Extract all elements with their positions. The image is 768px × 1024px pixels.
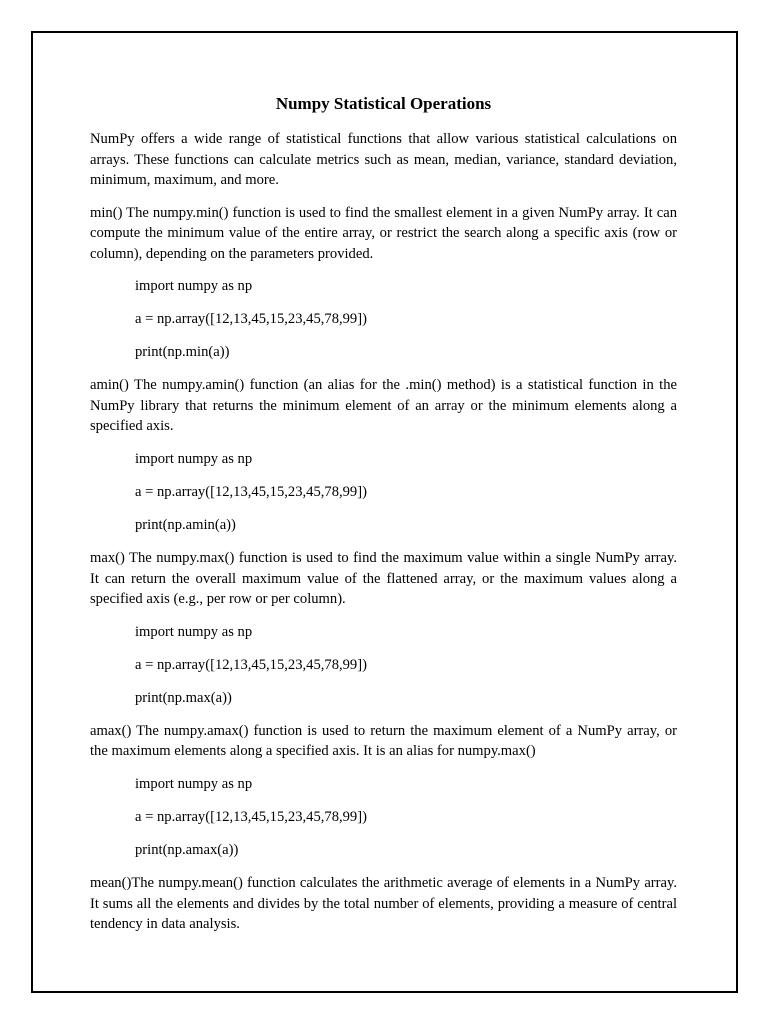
intro-paragraph: NumPy offers a wide range of statistical functions that allow various statistical calculations on arrays. These functions can calculate metrics such as mean, median, variance, standard deviation, minimum, maximum, and more.: [90, 131, 677, 188]
code-line: import numpy as np: [135, 278, 253, 294]
code-line: a = np.array([12,13,45,15,23,45,78,99]): [135, 311, 367, 328]
code-line: import numpy as np: [135, 450, 253, 467]
code-line: print(np.amax(a)): [135, 842, 239, 859]
max-description: max() The numpy.max() function is used to find the maximum value within a single NumPy array. It can return the overall maximum value of the flattened array, or the maximum values along a specified axis (e.g., per row or per column).: [90, 550, 677, 608]
document-body: [90, 93, 677, 947]
code-line: print(np.max(a)): [135, 689, 232, 706]
min-description: min() The numpy.min() function is used to find the smallest element in a given NumPy array. It can compute the minimum value of the entire array, or restrict the search along a specific axis (row or column), depending on the parameters provided.: [90, 204, 677, 262]
code-line: a = np.array([12,13,45,15,23,45,78,99]): [135, 808, 367, 825]
code-line: import numpy as np: [135, 775, 253, 792]
mean-description: mean()The numpy.mean() function calculates the arithmetic average of elements in a NumPy array. It sums all the elements and divides by the total number of elements, providing a measure of central tendency in data analysis.: [90, 875, 677, 933]
amax-description: amax() The numpy.amax() function is used to return the maximum element of a NumPy array, or the maximum elements along a specified axis. It is an alias for numpy.max(): [90, 722, 677, 760]
code-line: print(np.amin(a)): [135, 516, 236, 533]
code-line: a = np.array([12,13,45,15,23,45,78,99]): [135, 656, 367, 673]
code-line: print(np.min(a)): [135, 344, 230, 361]
amin-description: amin() The numpy.amin() function (an alias for the .min() method) is a statistical function in the NumPy library that returns the minimum element of an array or the minimum elements along a specified axis.: [90, 377, 677, 435]
page-title: Numpy Statistical Operations: [275, 94, 492, 113]
code-line: a = np.array([12,13,45,15,23,45,78,99]): [135, 483, 367, 500]
code-line: import numpy as np: [135, 623, 253, 640]
